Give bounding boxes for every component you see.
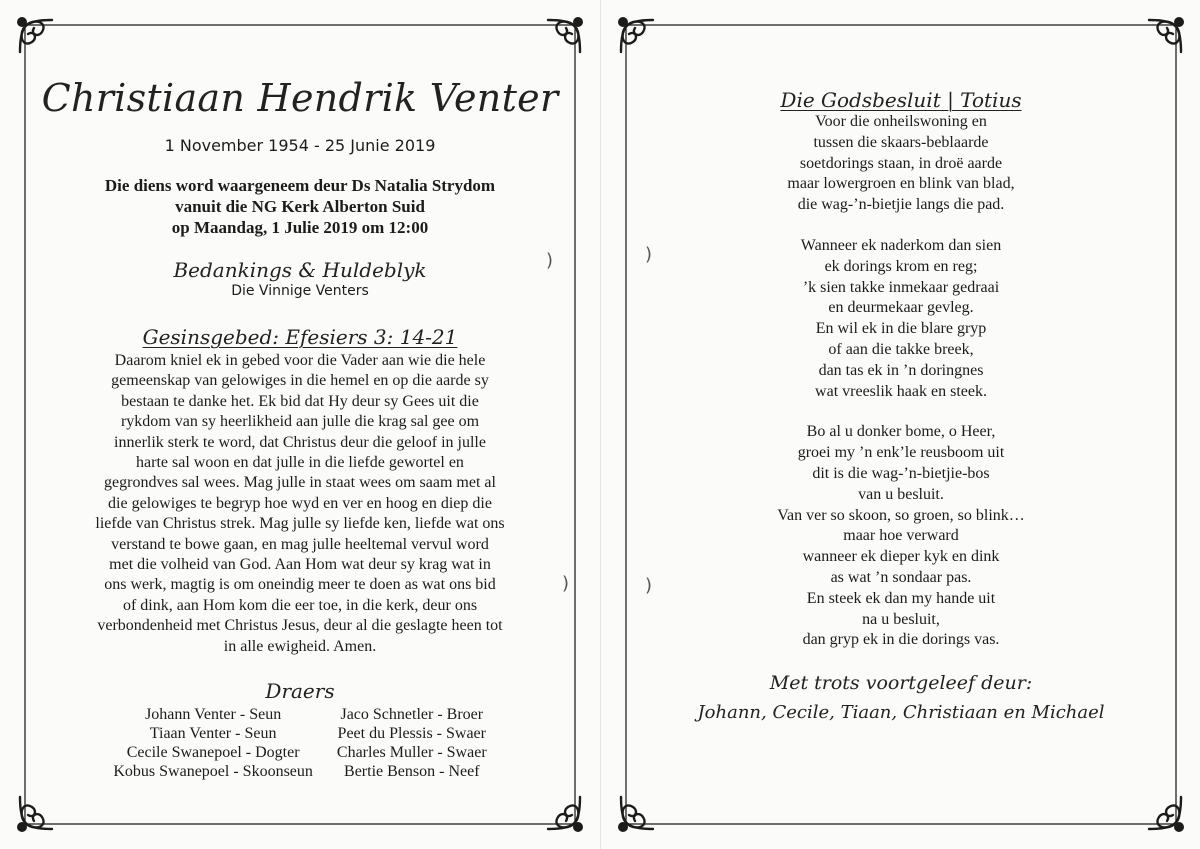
bearer-name: Cecile Swanepoel - Dogter	[126, 744, 300, 762]
left-content	[40, 70, 560, 781]
prayer-heading: Gesinsgebed: Efesiers 3: 14-21	[142, 325, 458, 349]
prayer-line: verstand te bowe gaan, en mag julle heeltemal vervul word	[111, 535, 489, 553]
prayer-line: die gelowiges te begryp hoe wyd en ver en hoog en diep die	[108, 494, 492, 512]
poem-line: ek dorings krom en reg;	[824, 257, 978, 275]
prayer-line: bestaan te danke het. Ek bid dat Hy deur sy Gees uit die	[121, 392, 479, 410]
prayer-line: of dink, aan Hom kom die eer toe, in die kerk, deur ons	[122, 596, 478, 614]
poem-line: groei my ’n enk’le reusboom uit	[797, 444, 1005, 462]
service-line: vanuit die NG Kerk Alberton Suid	[175, 197, 425, 216]
flourish-corner-icon	[542, 12, 588, 58]
right-page	[600, 0, 1200, 849]
flourish-corner-icon	[1143, 791, 1189, 837]
poem-line: Voor die onheilswoning en	[815, 113, 987, 130]
prayer-line: rykdom van sy heerlikheid aan julle die krag sal gee om	[120, 413, 480, 431]
prayer-line: met die volheid van God. Aan Hom wat deur sy krag wat in	[109, 556, 491, 574]
signoff-heading: Met trots voortgeleef deur:	[769, 672, 1033, 695]
bearer-name: Jaco Schnetler - Broer	[340, 706, 484, 724]
poem-line: van u besluit.	[858, 485, 944, 503]
prayer-line: Daarom kniel ek in gebed voor die Vader aan wie die hele	[114, 352, 486, 369]
bearer-name: Bertie Benson - Neef	[344, 763, 480, 781]
flourish-corner-icon	[613, 12, 659, 58]
poem-line: as wat ’n sondaar pas.	[830, 568, 972, 586]
bearers-heading: Draers	[265, 679, 335, 704]
family-names: Johann, Cecile, Tiaan, Christiaan en Michael	[697, 702, 1105, 724]
poem-line: ’k sien takke inmekaar gedraai	[802, 278, 1000, 296]
right-content	[641, 88, 1161, 725]
prayer-line: gegrondves sal wees. Mag julle in staat wees om saam met al	[104, 474, 496, 492]
prayer-text	[40, 351, 560, 657]
prayer-line: liefde van Christus strek. Mag julle sy liefde ken, liefde wat ons	[95, 515, 505, 533]
flourish-corner-icon	[542, 791, 588, 837]
poem-line: soetdorings staan, in droë aarde	[799, 154, 1003, 172]
prayer-line: in alle ewigheid. Amen.	[223, 637, 377, 655]
poem-title: Die Godsbesluit | Totius	[780, 88, 1022, 112]
prayer-line: gemeenskap van gelowiges in die hemel en op die aarde sy	[111, 372, 489, 390]
poem-stanza	[641, 236, 1161, 402]
bearers-column-left	[113, 705, 313, 781]
poem-line: wat vreeslik haak en steek.	[815, 382, 987, 400]
bearer-name: Peet du Plessis - Swaer	[337, 725, 486, 743]
flourish-corner-icon	[12, 791, 58, 837]
poem-line: En steek ek dan my hande uit	[806, 589, 996, 607]
tribute-by: Die Vinnige Venters	[231, 283, 369, 299]
poem-line: Wanneer ek naderkom dan sien	[800, 236, 1002, 254]
poem-line: En wil ek in die blare gryp	[815, 320, 987, 338]
life-dates: 1 November 1954 - 25 Junie 2019	[164, 136, 436, 155]
tribute-heading: Bedankings & Huldeblyk	[173, 258, 427, 282]
flourish-corner-icon	[12, 12, 58, 58]
deceased-name: Christiaan Hendrik Venter	[41, 76, 559, 120]
prayer-line: innerlik sterk te word, dat Christus deur die geloof in julle	[114, 433, 486, 451]
poem-line: na u besluit,	[862, 610, 940, 628]
service-line: op Maandag, 1 Julie 2019 om 12:00	[171, 218, 429, 237]
flourish-corner-icon	[1143, 12, 1189, 58]
bearer-name: Charles Muller - Swaer	[336, 744, 487, 762]
poem-line: die wag-’n-bietjie langs die pad.	[797, 196, 1005, 214]
bearer-name: Tiaan Venter - Seun	[149, 725, 277, 743]
poem-line: dit is die wag-’n-bietjie-bos	[812, 464, 990, 482]
poem-line: en deurmekaar gevleg.	[828, 299, 974, 317]
poem-stanza	[641, 112, 1161, 216]
bearers-column-right	[337, 705, 487, 781]
punch-mark-icon: )	[645, 244, 653, 265]
poem-line: Bo al u donker bome, o Heer,	[806, 423, 996, 441]
poem-line: tussen die skaars-beblaarde	[813, 133, 989, 151]
prayer-line: ons werk, magtig is om oneindig meer te doen as wat ons bid	[104, 576, 496, 594]
poem-line: of aan die takke breek,	[828, 340, 974, 358]
poem-line: dan tas ek in ’n doringnes	[818, 361, 984, 379]
poem-line: wanneer ek dieper kyk en dink	[802, 548, 1000, 566]
poem-line: Van ver so skoon, so groen, so blink…	[777, 506, 1025, 524]
service-info	[40, 175, 560, 238]
prayer-line: verbondenheid met Christus Jesus, deur al die geslagte heen tot	[97, 617, 503, 635]
flourish-corner-icon	[613, 791, 659, 837]
punch-mark-icon: )	[546, 250, 554, 271]
service-line: Die diens word waargeneem deur Ds Natalia Strydom	[104, 176, 496, 195]
bearers-list	[40, 705, 560, 781]
poem-stanza	[641, 422, 1161, 651]
bearer-name: Johann Venter - Seun	[145, 706, 282, 724]
poem-line: maar hoe verward	[843, 527, 959, 545]
prayer-line: harte sal woon en dat julle in die liefde gewortel en	[136, 454, 464, 472]
punch-mark-icon: )	[645, 575, 653, 596]
poem-line: maar lowergroen en blink van blad,	[787, 175, 1015, 193]
punch-mark-icon: )	[562, 573, 570, 594]
bearer-name: Kobus Swanepoel - Skoonseun	[113, 763, 313, 781]
poem-line: dan gryp ek in die dorings vas.	[802, 631, 1000, 649]
